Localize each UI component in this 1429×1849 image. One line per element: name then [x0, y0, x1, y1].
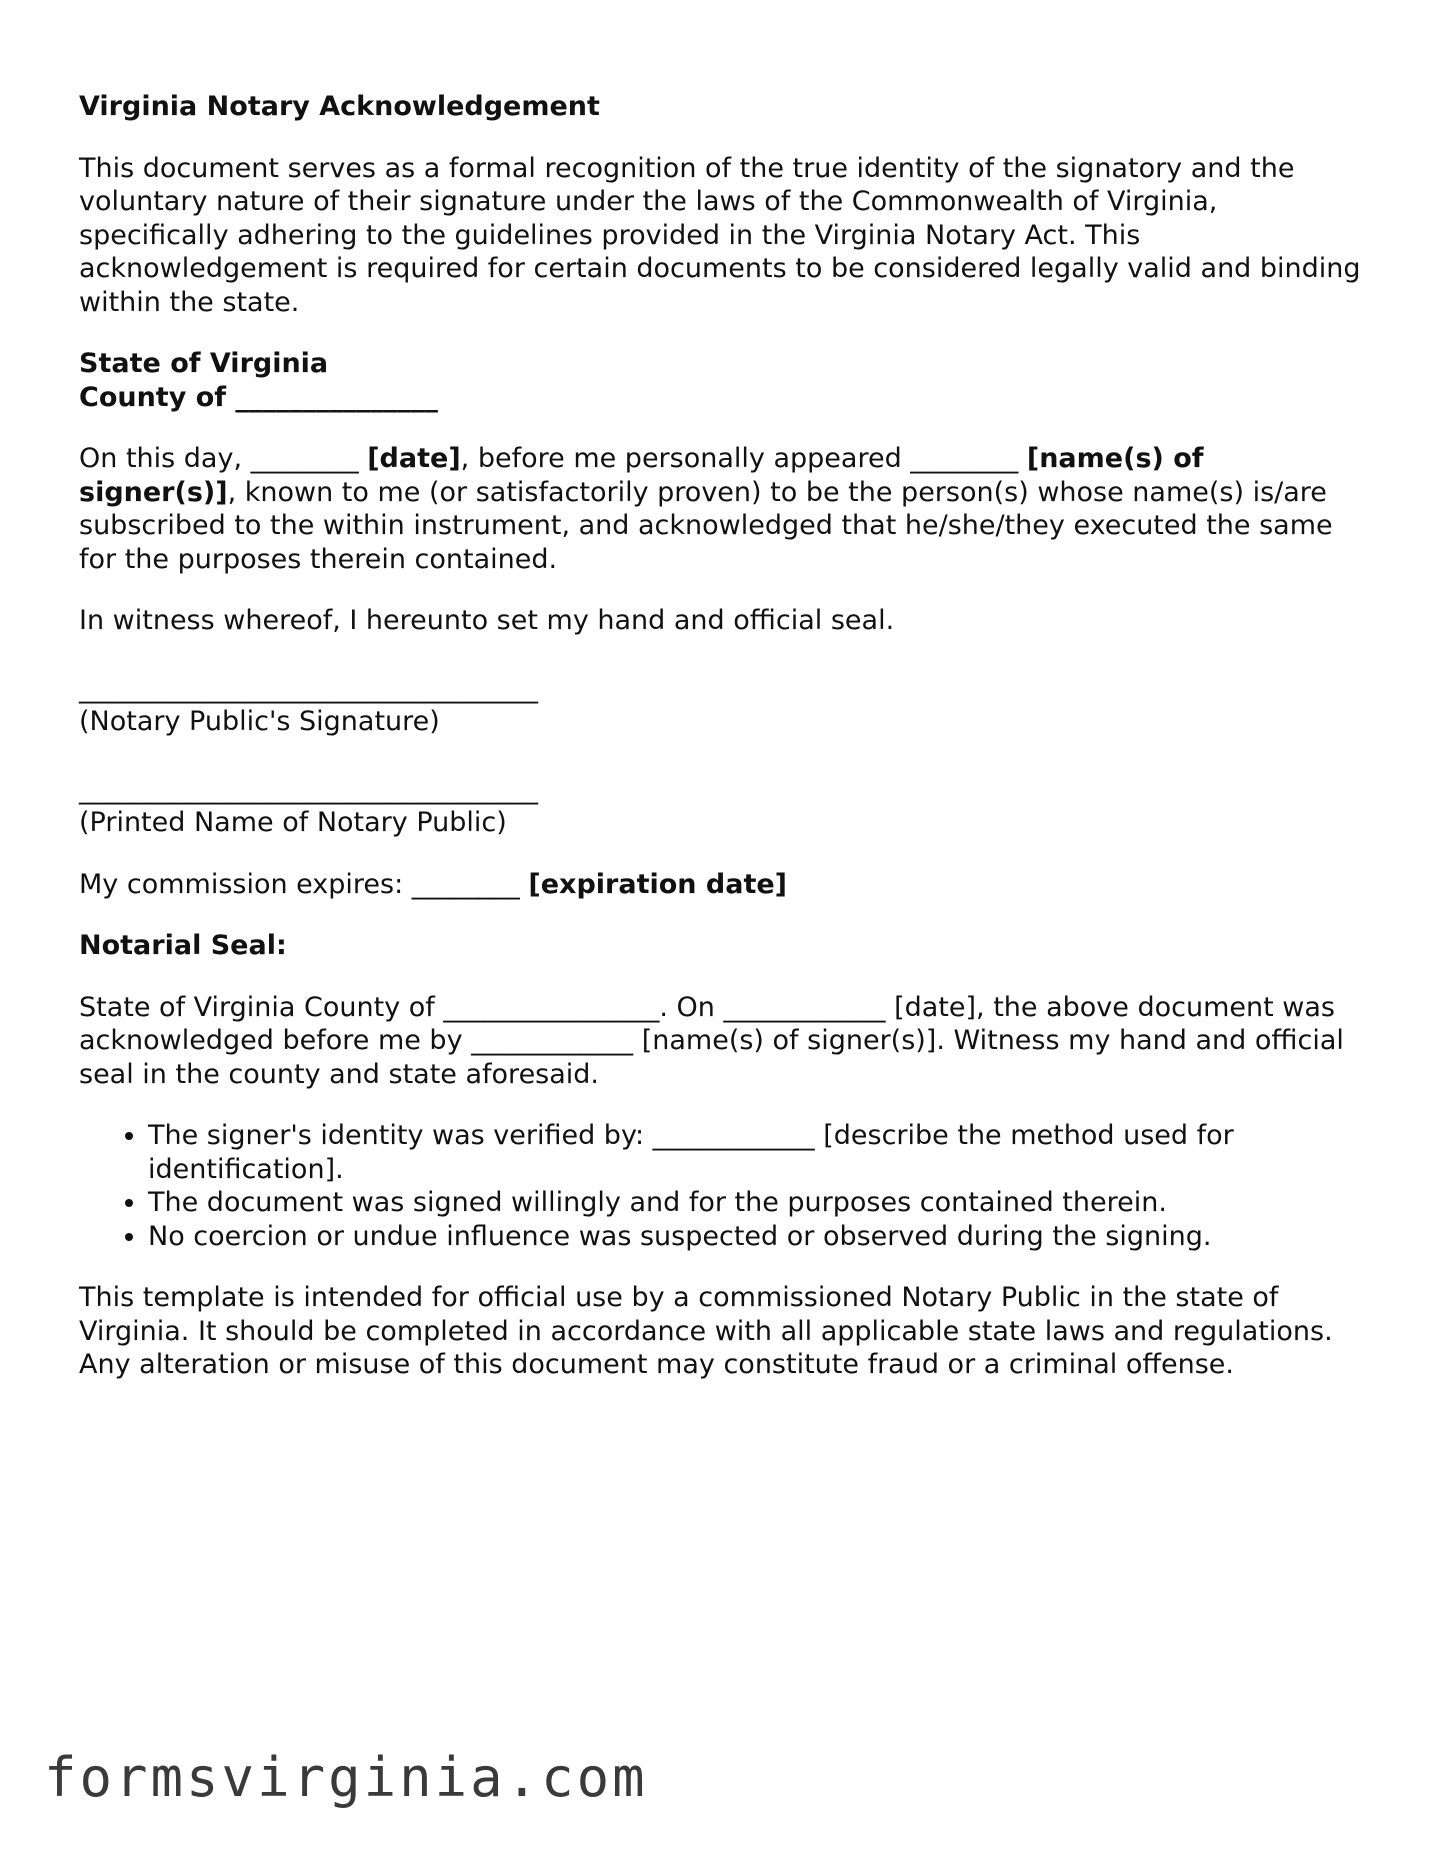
venue-county: County of _______________	[79, 381, 438, 413]
notary-signature-block	[79, 672, 1369, 739]
verification-list	[79, 1119, 1369, 1253]
commission-label: My commission expires: ________	[79, 868, 529, 900]
witness-statement: In witness whereof, I hereunto set my hand and official seal.	[79, 605, 895, 636]
seal-paragraph: State of Virginia County of ________________. On ____________ [date], the above document was acknowledged before me by ____________ [name(s) of signer(s)]. Witness my hand and official seal in the county and state aforesaid.	[79, 991, 1344, 1090]
appearance-text-1: On this day, ________	[79, 443, 368, 474]
notary-signature-line: __________________________________	[79, 672, 538, 704]
list-item: • No coercion or undue influence was suspected or observed during the signing.	[148, 1220, 1369, 1254]
list-item: • The document was signed willingly and for the purposes contained therein.	[148, 1186, 1369, 1220]
venue-block	[79, 347, 1369, 414]
printed-name-caption: (Printed Name of Notary Public)	[79, 807, 507, 838]
date-placeholder: [date]	[367, 443, 461, 474]
closing-paragraph: This template is intended for official use by a commissioned Notary Public in the state of Virginia. It should be completed in accordance with all applicable state laws and regulations. Any alteration or misuse of this document may constitute fraud or a criminal offense.	[79, 1282, 1333, 1380]
notary-signature-caption: (Notary Public's Signature)	[79, 706, 440, 737]
commission-expiry	[79, 868, 1369, 902]
intro-paragraph: This document serves as a formal recognition of the true identity of the signatory and the voluntary nature of their signature under the laws of the Commonwealth of Virginia, specifically adhering to the guidelines provided in the Virginia Notary Act. This acknowledgement is required for certain documents to be considered legally valid and binding within the state.	[79, 152, 1361, 318]
printed-name-line: __________________________________	[79, 773, 538, 805]
signer-name-placeholder: [name(s) of signer(s)]	[79, 443, 1204, 508]
expiration-date-placeholder: [expiration date]	[528, 868, 788, 900]
appearance-paragraph	[79, 442, 1369, 576]
appearance-text-2: , before me personally appeared ________	[460, 443, 1027, 474]
seal-heading: Notarial Seal:	[79, 930, 287, 961]
venue-state: State of Virginia	[79, 348, 329, 379]
list-item: • The signer's identity was verified by: ____________ [describe the method used for identification].	[148, 1119, 1369, 1186]
site-watermark: formsvirginia.com	[44, 1746, 648, 1809]
notary-printed-name-block	[79, 773, 1369, 840]
document-title: Virginia Notary Acknowledgement	[79, 91, 600, 122]
document-page	[79, 90, 1369, 1410]
appearance-text-3: , known to me (or satisfactorily proven) to be the person(s) whose name(s) is/are subscribed to the within instrument, and acknowledged that he/she/they executed the same for the purposes therein contained.	[79, 476, 1333, 575]
